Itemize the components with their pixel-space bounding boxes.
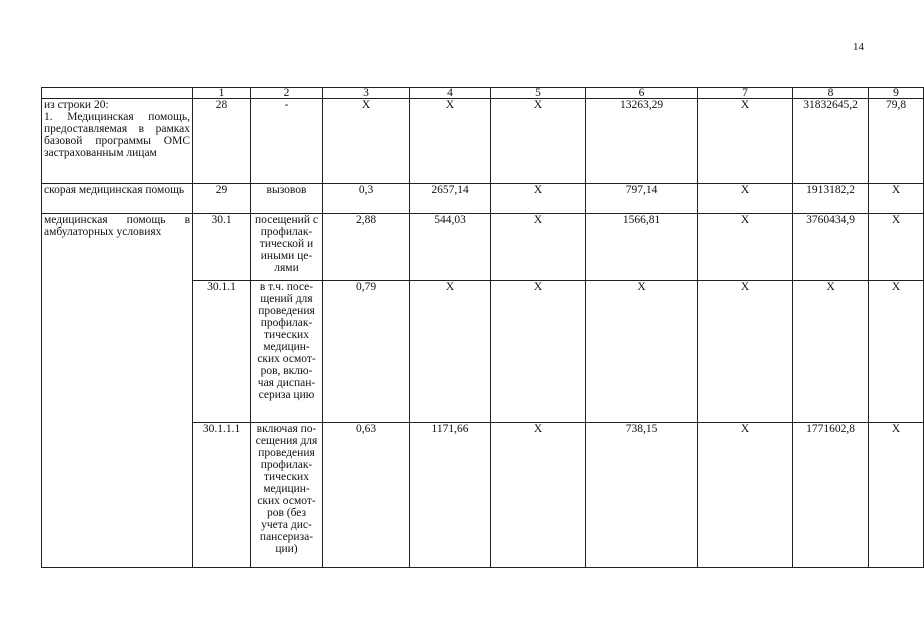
value-cell: 1771602,8 xyxy=(793,423,869,568)
value-cell: Х xyxy=(491,184,586,214)
value-cell: 2657,14 xyxy=(410,184,491,214)
unit-cell: включая по-сещения для проведения профилак-тических медицин-ских осмот-ров (без учета дис-пансериза-ции) xyxy=(251,423,323,568)
line-number: 30.1.1.1 xyxy=(193,423,251,568)
value-cell: Х xyxy=(491,423,586,568)
value-cell: Х xyxy=(869,184,924,214)
value-cell: Х xyxy=(698,214,793,281)
line-number: 29 xyxy=(193,184,251,214)
unit-cell: вызовов xyxy=(251,184,323,214)
value-cell: Х xyxy=(698,281,793,423)
value-cell: Х xyxy=(491,99,586,184)
value-cell: Х xyxy=(698,99,793,184)
value-cell: 738,15 xyxy=(586,423,698,568)
value-cell: Х xyxy=(869,281,924,423)
value-cell: 13263,29 xyxy=(586,99,698,184)
table-row xyxy=(42,184,924,214)
value-cell: Х xyxy=(323,99,410,184)
unit-cell: - xyxy=(251,99,323,184)
value-cell: 3760434,9 xyxy=(793,214,869,281)
value-cell: 544,03 xyxy=(410,214,491,281)
line-number: 30.1.1 xyxy=(193,281,251,423)
value-cell: 797,14 xyxy=(586,184,698,214)
column-number: 5 xyxy=(491,88,586,99)
column-number: 2 xyxy=(251,88,323,99)
row-description: медицинская помощь в амбулаторных условиях xyxy=(42,214,193,568)
column-number: 1 xyxy=(193,88,251,99)
line-number: 30.1 xyxy=(193,214,251,281)
value-cell: 2,88 xyxy=(323,214,410,281)
value-cell: 0,63 xyxy=(323,423,410,568)
value-cell: 1171,66 xyxy=(410,423,491,568)
value-cell: 1913182,2 xyxy=(793,184,869,214)
header-empty-cell xyxy=(42,88,193,99)
value-cell: 0,3 xyxy=(323,184,410,214)
value-cell: 0,79 xyxy=(323,281,410,423)
data-table xyxy=(41,87,924,568)
value-cell: 79,8 xyxy=(869,99,924,184)
value-cell: Х xyxy=(491,214,586,281)
table-row xyxy=(42,214,924,281)
page-number: 14 xyxy=(853,41,864,53)
table-row xyxy=(42,99,924,184)
line-number: 28 xyxy=(193,99,251,184)
value-cell: 1566,81 xyxy=(586,214,698,281)
value-cell: Х xyxy=(698,184,793,214)
value-cell: Х xyxy=(410,281,491,423)
column-number-row xyxy=(42,88,924,99)
value-cell: Х xyxy=(410,99,491,184)
column-number: 7 xyxy=(698,88,793,99)
value-cell: Х xyxy=(586,281,698,423)
column-number: 8 xyxy=(793,88,869,99)
value-cell: Х xyxy=(869,423,924,568)
value-cell: Х xyxy=(698,423,793,568)
value-cell: Х xyxy=(869,214,924,281)
value-cell: Х xyxy=(793,281,869,423)
row-description: скорая медицинская помощь xyxy=(42,184,193,214)
value-cell: 31832645,2 xyxy=(793,99,869,184)
column-number: 3 xyxy=(323,88,410,99)
column-number: 6 xyxy=(586,88,698,99)
unit-cell: посещений с профилак-тической и иными це-лями xyxy=(251,214,323,281)
value-cell: Х xyxy=(491,281,586,423)
column-number: 9 xyxy=(869,88,924,99)
unit-cell: в т.ч. посе-щений для проведения профилак-тических медицин-ских осмот-ров, вклю-чая диспан-сериза цию xyxy=(251,281,323,423)
column-number: 4 xyxy=(410,88,491,99)
row-description: из строки 20: 1. Медицинская помощь, предоставляемая в рамках базовой программы ОМС застрахованным лицам xyxy=(42,99,193,184)
